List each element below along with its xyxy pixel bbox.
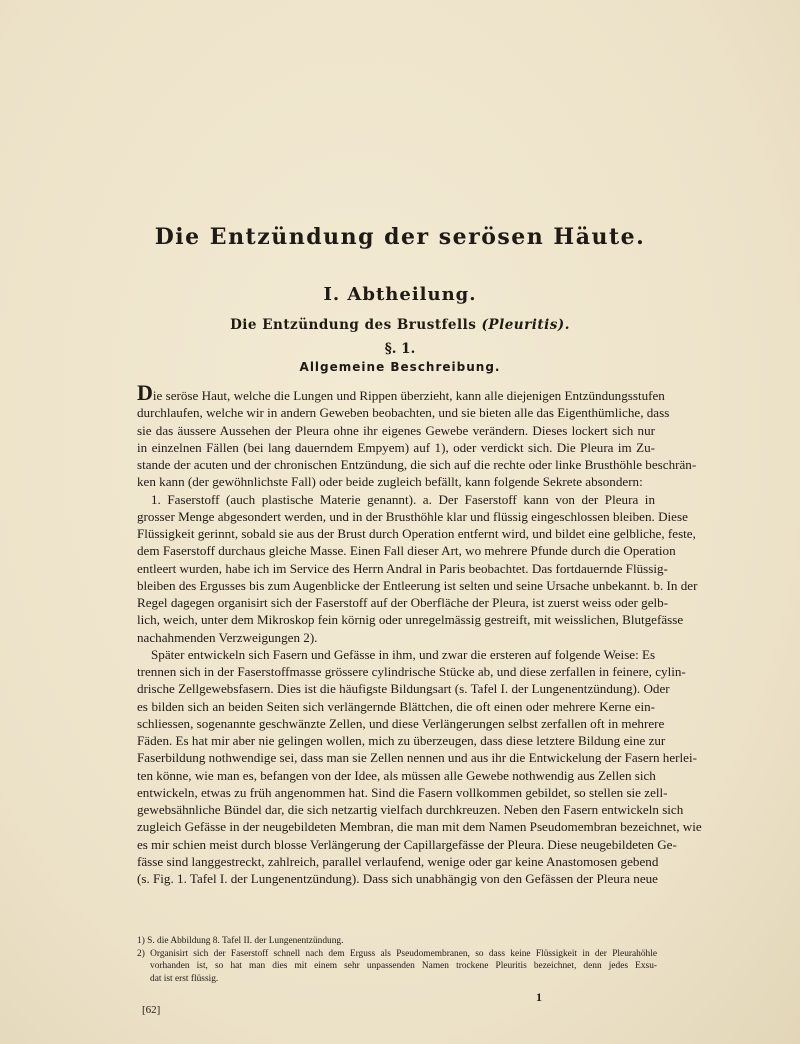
footnote-line: 2) Organisirt sich der Faserstoff schnell nach dem Erguss als Pseudomembranen, so dass keine Flüssigkeit in der Pleurahöhle [137, 948, 657, 959]
section-title: I. Abtheilung. [323, 284, 477, 305]
body-line: ten könne, wie man es, befangen von der Idee, als müssen alle Gewebe nothwendig aus Zellen sich [137, 767, 656, 783]
body-line: (s. Fig. 1. Tafel I. der Lungenentzündung). Dass sich unabhängig von den Gefässen der Pleura neue [137, 871, 658, 886]
body-line: bleiben des Ergusses bis zum Augenblicke der Entleerung ist selten und seine Ursache unbekannt. b. In der [137, 577, 698, 593]
footnote-line: 1) S. die Abbildung 8. Tafel II. der Lungenentzündung. [137, 936, 344, 946]
drop-cap: D [137, 380, 153, 405]
body-line: Später entwickeln sich Fasern und Gefässe in ihm, und zwar die ersteren auf folgende Weise: Es [151, 646, 656, 662]
subtitle [0, 317, 800, 333]
body-line: entwickeln, etwas zu früh angenommen hat. Sind die Fasern vollkommen gebildet, so stellen sie zell- [137, 784, 668, 800]
body-line: Regel dagegen organisirt sich der Faserstoff auf der Oberfläche der Pleura, ist zuerst weiss oder gelb- [137, 595, 669, 610]
body-line: Die seröse Haut, welche die Lungen und Rippen überzieht, kann alle diejenigen Entzündungsstufen [137, 380, 665, 405]
body-line: Faserbildung nothwendige sei, dass man sie Zellen nennen und aus ihr die Entwickelung der Fasern herlei- [137, 750, 697, 766]
subtitle-text: Die Entzündung des Brustfells [230, 317, 477, 333]
body-line: stande der acuten und der chronischen Entzündung, die sich auf die rechte oder linke Brusthöhle beschrän- [137, 457, 697, 472]
body-line: es mir schien meist durch blosse Verlängerung der Capillargefässe der Pleura. Diese neugebildeten Ge- [137, 836, 677, 852]
page-marker: [62] [142, 1004, 161, 1016]
body-line: ken kann (der gewöhnlichste Fall) oder beide zugleich befällt, kann folgende Sekrete absondern: [137, 474, 643, 490]
body-line: zugleich Gefässe in der neugebildeten Membran, die man mit dem Namen Pseudomembran bezeichnet, wie [137, 819, 702, 835]
body-line: trennen sich in der Faserstoffmasse grössere cylindrische Stücke ab, und diese zerfallen in feinere, cylin- [137, 664, 686, 679]
body-line: Fäden. Es hat mir aber nie gelingen wollen, mich zu überzeugen, dass diese letztere Bildung eine zur [137, 733, 666, 748]
body-line: durchlaufen, welche wir in andern Geweben beobachten, und sie bieten alle das Eigenthümliche, dass [137, 405, 670, 421]
body-line: grosser Menge abgesondert werden, und in der Brusthöhle klar und flüssig eingeschlossen bleiben. Diese [137, 508, 688, 524]
body-line: 1. Faserstoff (auch plastische Materie genannt). a. Der Faserstoff kann von der Pleura in [151, 491, 655, 507]
body-line: sie das äussere Aussehen der Pleura ohne ihr eigenes Gewebe verändern. Dieses lockert sich nur [137, 422, 655, 438]
body-line: es bilden sich an beiden Seiten sich verlängernde Blättchen, die oft einen oder mehrere Kerne ein- [137, 698, 655, 714]
section-heading: Allgemeine Beschreibung. [299, 360, 501, 374]
subtitle-latin: (Pleuritis). [481, 317, 570, 333]
body-line: dem Faserstoff durchaus gleiche Masse. Einen Fall dieser Art, wo mehrere Pfunde durch die Operation [137, 543, 676, 559]
page-title: Die Entzündung der serösen Häute. [154, 224, 646, 250]
body-line: entleert wurden, habe ich im Service des Herrn Andral in Paris beobachtet. Das fortdauernde Flüssig- [137, 560, 668, 576]
body-line: drische Zellgewebsfasern. Dies ist die häufigste Bildungsart (s. Tafel I. der Lungenentzündung). Oder [137, 681, 670, 697]
footnote-line: dat ist erst flüssig. [150, 973, 219, 984]
body-line: Flüssigkeit gerinnt, sobald sie aus der Brust durch Operation entfernt wird, und bildet eine gelbliche, feste, [137, 526, 696, 541]
body-line: in einzelnen Fällen (bei lang dauerndem Empyem) auf 1), oder verdickt sich. Die Pleura im Zu- [137, 439, 655, 455]
paragraph-number: §. 1. [384, 341, 416, 357]
body-line: nachahmenden Verzweigungen 2). [137, 629, 318, 645]
footnote-line: vorhanden ist, so hat man dies mit einem sehr unpassenden Namen trockene Pleuritis bezeichnet, denn jedes Exsu- [150, 961, 657, 972]
body-line: gewebsähnliche Bündel dar, die sich netzartig vielfach durchkreuzen. Neben den Fasern entwickeln sich [137, 802, 684, 817]
footnotes [137, 935, 657, 985]
signature-mark: 1 [536, 990, 542, 1004]
body-line: schliessen, sogenannte geschwänzte Zellen, und diese Verlängerungen selbst zerfallen oft in mehrere [137, 715, 665, 731]
body-line: fässe sind langgestreckt, zahlreich, parallel verlaufend, wenige oder gar keine Anastomosen gebend [137, 853, 659, 869]
body-text [137, 380, 702, 887]
body-line: lich, weich, unter dem Mikroskop fein körnig oder unregelmässig gestreift, mit weisslichen, Blutgefässe [137, 612, 684, 628]
